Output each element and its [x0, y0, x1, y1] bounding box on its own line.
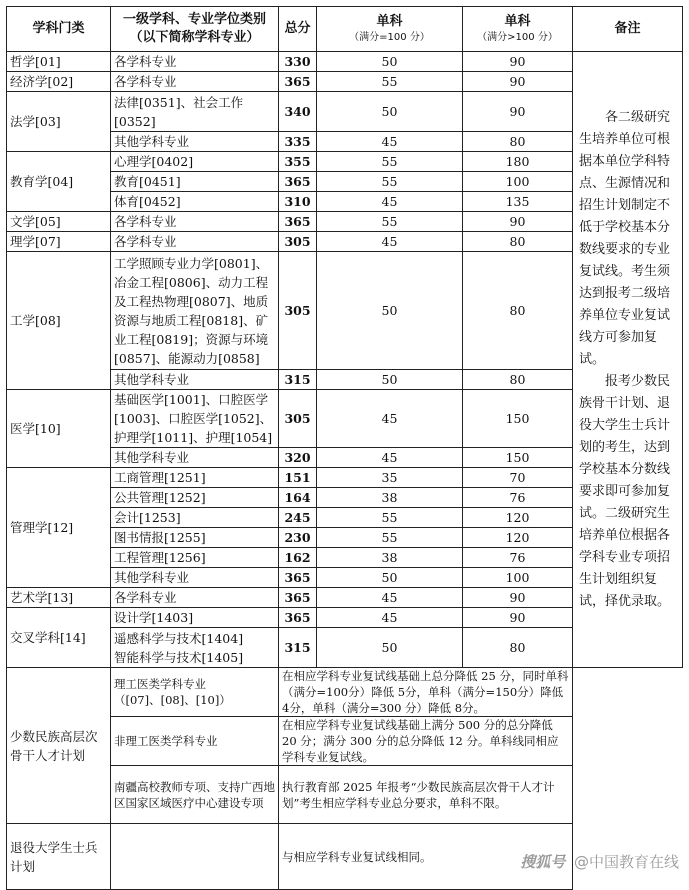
major-cell: 各学科专业 [111, 52, 279, 72]
major-cell: 图书情报[1255] [111, 528, 279, 548]
header-single1-label: 单科 [376, 14, 403, 29]
total-cell: 330 [279, 52, 317, 72]
single1-cell: 50 [317, 252, 463, 370]
score-table [6, 6, 683, 890]
single2-cell: 80 [463, 232, 573, 252]
total-cell: 365 [279, 568, 317, 588]
total-cell: 315 [279, 370, 317, 390]
major-cell: 非理工医类学科专业 [111, 717, 279, 766]
single2-cell: 150 [463, 390, 573, 448]
single1-cell: 55 [317, 72, 463, 92]
major-cell: 其他学科专业 [111, 370, 279, 390]
single1-cell: 55 [317, 528, 463, 548]
category-cell: 交叉学科[14] [7, 608, 111, 668]
major-cell: 设计学[1403] [111, 608, 279, 628]
total-cell: 355 [279, 152, 317, 172]
category-cell: 医学[10] [7, 390, 111, 468]
single2-cell: 100 [463, 568, 573, 588]
single2-cell: 135 [463, 192, 573, 212]
total-cell: 164 [279, 488, 317, 508]
major-cell: 其他学科专业 [111, 448, 279, 468]
single2-cell: 80 [463, 132, 573, 152]
watermark-text: @中国教育在线 [573, 853, 679, 871]
total-cell: 305 [279, 252, 317, 370]
category-cell: 艺术学[13] [7, 588, 111, 608]
total-cell: 340 [279, 92, 317, 132]
policy-cell: 与相应学科专业复试线相同。 [279, 824, 573, 890]
category-cell: 哲学[01] [7, 52, 111, 72]
total-cell: 320 [279, 448, 317, 468]
header-major-line1: 一级学科、专业学位类别 [122, 12, 266, 27]
header-single1 [317, 7, 463, 52]
total-cell: 305 [279, 232, 317, 252]
major-cell: 体育[0452] [111, 192, 279, 212]
watermark [520, 851, 679, 872]
policy-cell: 执行教育部 2025 年报考“少数民族高层次骨干人才计划”考生相应学科专业总分要求，单科不限。 [279, 766, 573, 824]
major-cell: 其他学科专业 [111, 568, 279, 588]
major-line: 理工医类学科专业 [114, 677, 206, 691]
header-single2-sub: （满分>100 分） [477, 32, 558, 43]
total-cell: 245 [279, 508, 317, 528]
header-row [7, 7, 683, 52]
single1-cell: 38 [317, 488, 463, 508]
single1-cell: 35 [317, 468, 463, 488]
single2-cell: 80 [463, 252, 573, 370]
category-cell: 经济学[02] [7, 72, 111, 92]
note-paragraph-1: 各二级研究生培养单位可根据本单位学科特点、生源情况和招生计划制定不低于学校基本分数线要求的专业复试线。考生须达到报考二级培养单位专业复试线方可参加复试。 [579, 109, 671, 367]
total-cell: 162 [279, 548, 317, 568]
single2-cell: 150 [463, 448, 573, 468]
single1-cell: 45 [317, 448, 463, 468]
total-cell: 365 [279, 608, 317, 628]
single1-cell: 45 [317, 192, 463, 212]
major-cell: 各学科专业 [111, 232, 279, 252]
single1-cell: 55 [317, 152, 463, 172]
single2-cell: 100 [463, 172, 573, 192]
header-major [111, 7, 279, 52]
category-cell: 理学[07] [7, 232, 111, 252]
major-cell: 公共管理[1252] [111, 488, 279, 508]
single2-cell: 90 [463, 72, 573, 92]
major-cell: 工程管理[1256] [111, 548, 279, 568]
single2-cell: 90 [463, 52, 573, 72]
header-single1-sub: （满分=100 分） [349, 32, 430, 43]
total-cell: 315 [279, 628, 317, 668]
policy-cell: 在相应学科专业复试线基础上总分降低 25 分，同时单科（满分=100分）降低 5分，单科（满分=150分）降低 4分，单科（满分=300 分）降低 8分。 [279, 668, 573, 717]
single1-cell: 38 [317, 548, 463, 568]
total-cell: 310 [279, 192, 317, 212]
major-line: （[07]、[08]、[10]） [114, 693, 231, 707]
major-line: 智能科学与技术[1405] [114, 649, 244, 665]
header-category: 学科门类 [7, 7, 111, 52]
category-cell: 法学[03] [7, 92, 111, 152]
total-cell: 365 [279, 212, 317, 232]
total-cell: 305 [279, 390, 317, 448]
category-cell: 管理学[12] [7, 468, 111, 588]
major-cell: 工商管理[1251] [111, 468, 279, 488]
single2-cell: 120 [463, 508, 573, 528]
major-cell: 会计[1253] [111, 508, 279, 528]
single1-cell: 55 [317, 508, 463, 528]
single2-cell: 180 [463, 152, 573, 172]
major-cell: 法律[0351]、社会工作[0352] [111, 92, 279, 132]
category-cell: 少数民族高层次骨干人才计划 [7, 668, 111, 824]
major-cell [111, 668, 279, 717]
major-cell: 教育[0451] [111, 172, 279, 192]
watermark-logo: 搜狐号 [520, 853, 566, 871]
table-row [7, 52, 683, 72]
policy-cell: 在相应学科专业复试线基础上满分 500 分的总分降低 20 分；满分 300 分的总分降低 12 分。单科线同相应学科专业复试线。 [279, 717, 573, 766]
total-cell: 335 [279, 132, 317, 152]
single1-cell: 45 [317, 132, 463, 152]
total-cell: 365 [279, 588, 317, 608]
header-single2-label: 单科 [504, 14, 531, 29]
major-cell: 南疆高校教师专项、支持广西地区国家区域医疗中心建设专项 [111, 766, 279, 824]
category-cell: 退役大学生士兵计划 [7, 824, 111, 890]
major-cell: 各学科专业 [111, 72, 279, 92]
major-cell: 各学科专业 [111, 588, 279, 608]
category-cell: 教育学[04] [7, 152, 111, 212]
major-cell [111, 628, 279, 668]
single2-cell: 90 [463, 92, 573, 132]
single2-cell: 90 [463, 212, 573, 232]
single1-cell: 50 [317, 52, 463, 72]
major-line: 遥感科学与技术[1404] [114, 630, 244, 646]
single1-cell: 45 [317, 608, 463, 628]
single2-cell: 90 [463, 608, 573, 628]
major-cell: 各学科专业 [111, 212, 279, 232]
header-total: 总分 [279, 7, 317, 52]
category-cell: 工学[08] [7, 252, 111, 390]
note-paragraph-2: 报考少数民族骨干计划、退役大学生士兵计划的考生，达到学校基本分数线要求即可参加复试。二级研究生培养单位根据各学科专业专项招生计划组织复试，择优录取。 [579, 373, 671, 609]
single1-cell: 50 [317, 628, 463, 668]
major-cell: 工学照顾专业力学[0801]、冶金工程[0806]、动力工程及工程热物理[0807]、地质资源与地质工程[0818]、矿业工程[0819]；资源与环境[0857]、能源动力[0858] [111, 252, 279, 370]
single1-cell: 50 [317, 370, 463, 390]
major-cell: 心理学[0402] [111, 152, 279, 172]
major-cell: 基础医学[1001]、口腔医学[1003]、口腔医学[1052]、护理学[1011]、护理[1054] [111, 390, 279, 448]
major-cell: 其他学科专业 [111, 132, 279, 152]
total-cell: 151 [279, 468, 317, 488]
single2-cell: 80 [463, 628, 573, 668]
header-single2 [463, 7, 573, 52]
total-cell: 365 [279, 72, 317, 92]
single1-cell: 50 [317, 568, 463, 588]
header-note: 备注 [573, 7, 683, 52]
single2-cell: 70 [463, 468, 573, 488]
single2-cell: 80 [463, 370, 573, 390]
single2-cell: 90 [463, 588, 573, 608]
category-cell: 文学[05] [7, 212, 111, 232]
table-row [7, 668, 683, 717]
single2-cell: 76 [463, 548, 573, 568]
single1-cell: 45 [317, 232, 463, 252]
single1-cell: 45 [317, 588, 463, 608]
single1-cell: 45 [317, 390, 463, 448]
total-cell: 365 [279, 172, 317, 192]
single1-cell: 55 [317, 212, 463, 232]
single2-cell: 120 [463, 528, 573, 548]
total-cell: 230 [279, 528, 317, 548]
header-major-line2: （以下简称学科专业） [129, 30, 260, 45]
note-cell [573, 52, 683, 668]
single2-cell: 76 [463, 488, 573, 508]
single1-cell: 55 [317, 172, 463, 192]
single1-cell: 50 [317, 92, 463, 132]
